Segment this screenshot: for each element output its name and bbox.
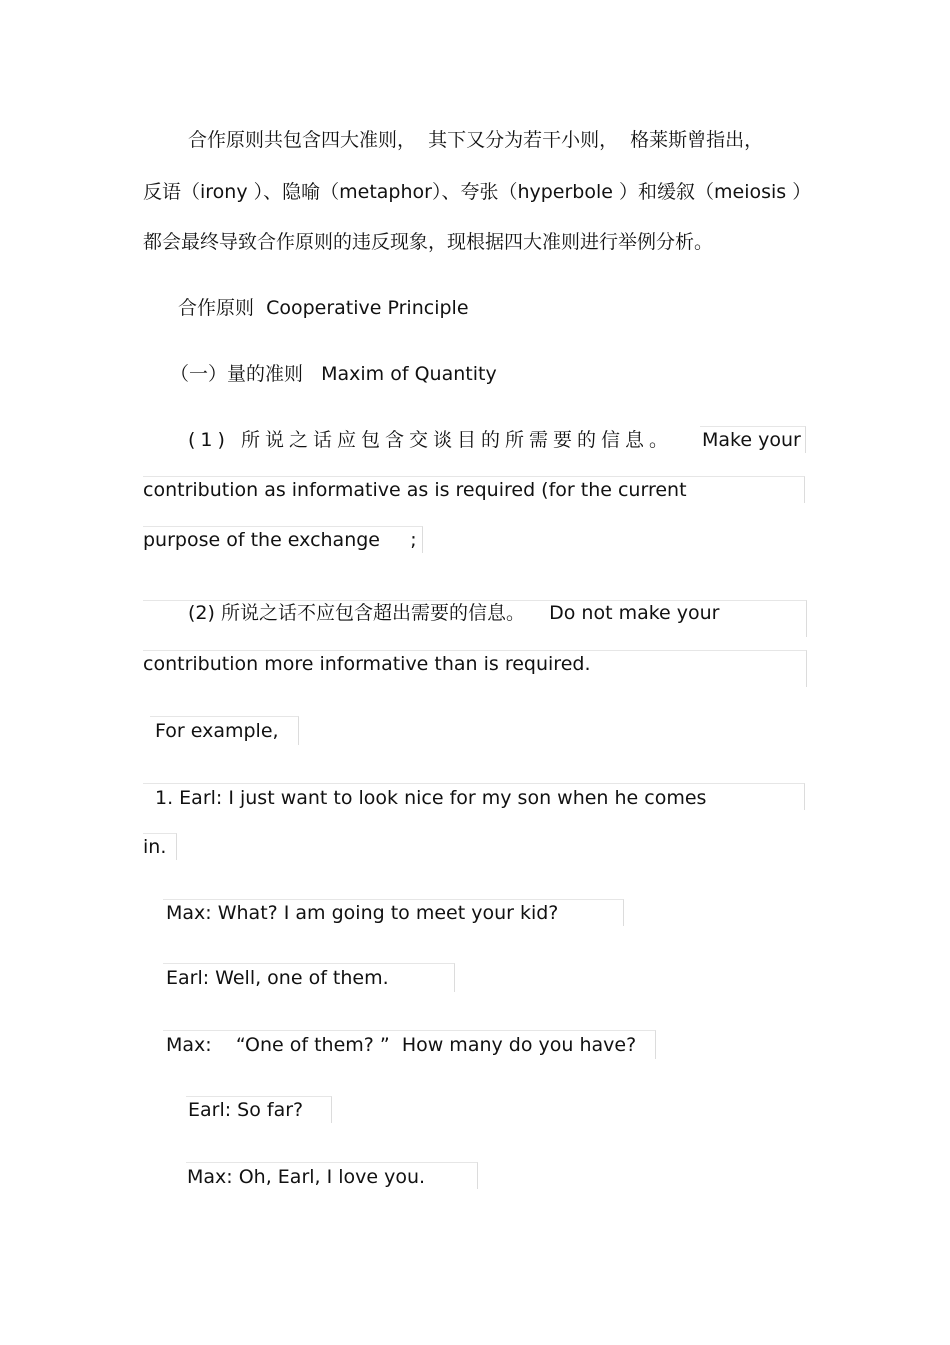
- rule1-en: Make your: [702, 429, 801, 451]
- dialogue-line: Max: Oh, Earl, I love you.: [187, 1166, 426, 1188]
- maxim-title: （一）量的准则 Maxim of Quantity: [170, 363, 497, 385]
- rule1-line-3: purpose of the exchange ;: [143, 529, 417, 551]
- section-heading: 合作原则 Cooperative Principle: [178, 297, 469, 319]
- dialogue-line: Earl: So far?: [188, 1099, 304, 1121]
- intro-line-1: 合作原则共包含四大准则， 其下又分为若干小则， 格莱斯曾指出，: [188, 129, 764, 151]
- intro-line-3: 都会最终导致合作原则的违反现象，现根据四大准则进行举例分析。: [143, 231, 714, 253]
- dialogue-line: Max: “One of them? ” How many do you have?: [166, 1034, 637, 1056]
- dialogue-line: Earl: Well, one of them.: [166, 967, 389, 989]
- intro-line-2: 反语（irony ）、隐喻（metaphor）、夸张（hyperbole ）和缓叙（meiosis ）: [143, 181, 812, 203]
- rule1-zh: (1) 所说之话应包含交谈目的所需要的信息。: [188, 429, 673, 451]
- example-line-1-cont: in.: [143, 836, 167, 858]
- rule2-line-1: (2) 所说之话不应包含超出需要的信息。 Do not make your: [188, 602, 720, 624]
- rule2-line-2: contribution more informative than is required.: [143, 653, 591, 675]
- example-label: For example,: [155, 720, 279, 742]
- example-line-1: 1. Earl: I just want to look nice for my son when he comes: [155, 787, 707, 809]
- dialogue-line: Max: What? I am going to meet your kid?: [166, 902, 559, 924]
- rule1-line-2: contribution as informative as is required (for the current: [143, 479, 687, 501]
